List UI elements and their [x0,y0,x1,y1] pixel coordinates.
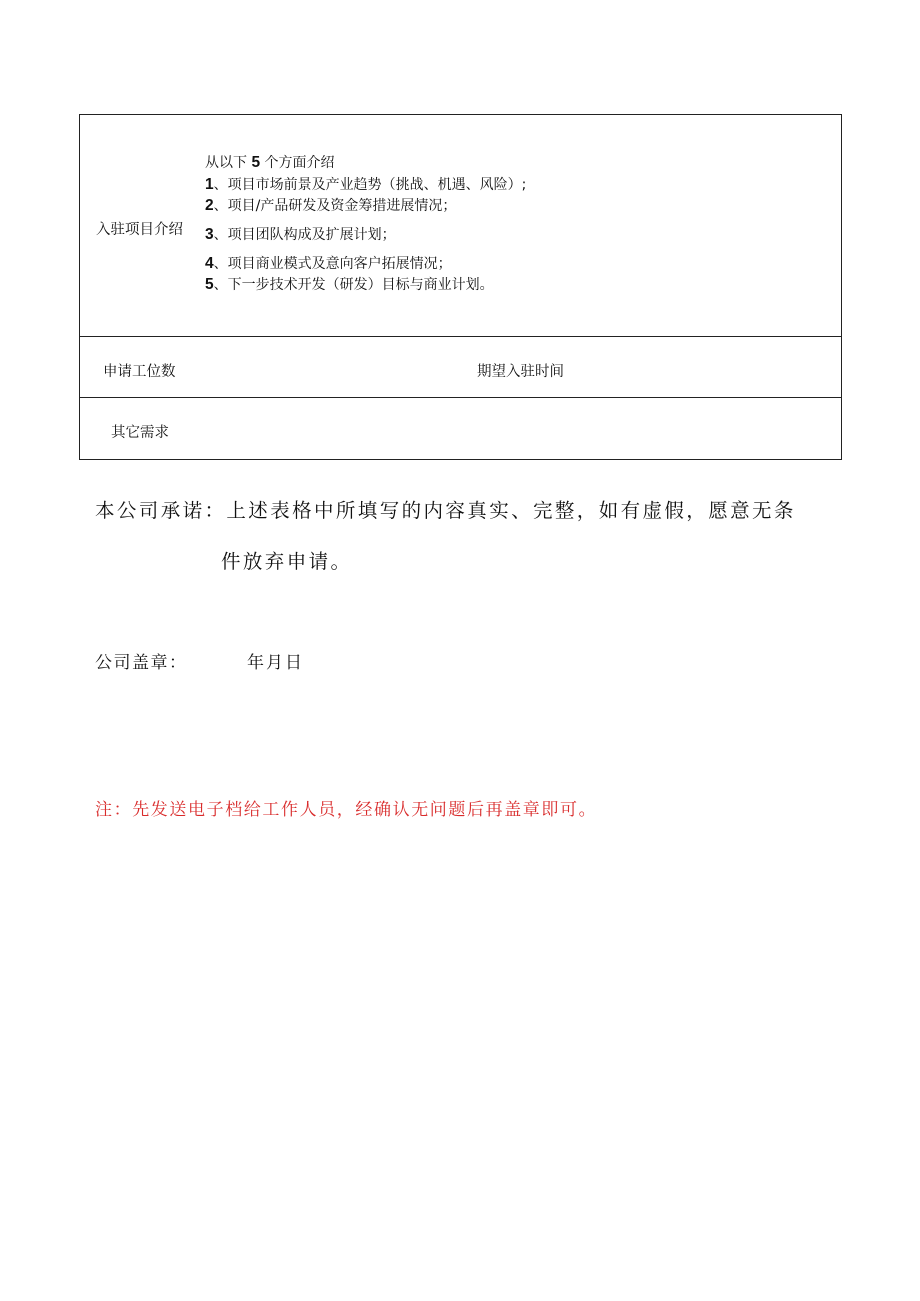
commitment-statement: 本公司承诺：上述表格中所填写的内容真实、完整，如有虚假，愿意无条 [95,499,796,522]
project-intro-row [80,115,841,337]
company-stamp-label: 公司盖章： [95,653,188,673]
intro-item: 5、下一步技术开发（研发）目标与商业计划。 [205,276,494,293]
seats-date-row [80,337,841,398]
application-form-table [79,114,842,460]
intro-item: 1、项目市场前景及产业趋势（挑战、机遇、风险）; [205,176,527,193]
submission-note: 注：先发送电子档给工作人员，经确认无问题后再盖章即可。 [95,800,598,820]
stamp-date: 年月日 [247,653,304,673]
expected-date-label: 期望入驻时间 [477,364,564,380]
intro-item: 3、项目团队构成及扩展计划； [205,226,396,243]
seats-count-label: 申请工位数 [103,364,176,380]
commitment-statement-continued: 件放弃申请。 [221,550,353,573]
other-requirements-row [80,398,841,459]
project-intro-label: 入驻项目介绍 [96,222,183,238]
intro-heading: 从以下 5 个方面介绍 [205,154,335,171]
intro-item: 4、项目商业模式及意向客户拓展情况； [205,255,452,272]
intro-item: 2、项目/产品研发及资金筹措进展情况； [205,197,457,214]
other-requirements-label: 其它需求 [111,425,169,441]
